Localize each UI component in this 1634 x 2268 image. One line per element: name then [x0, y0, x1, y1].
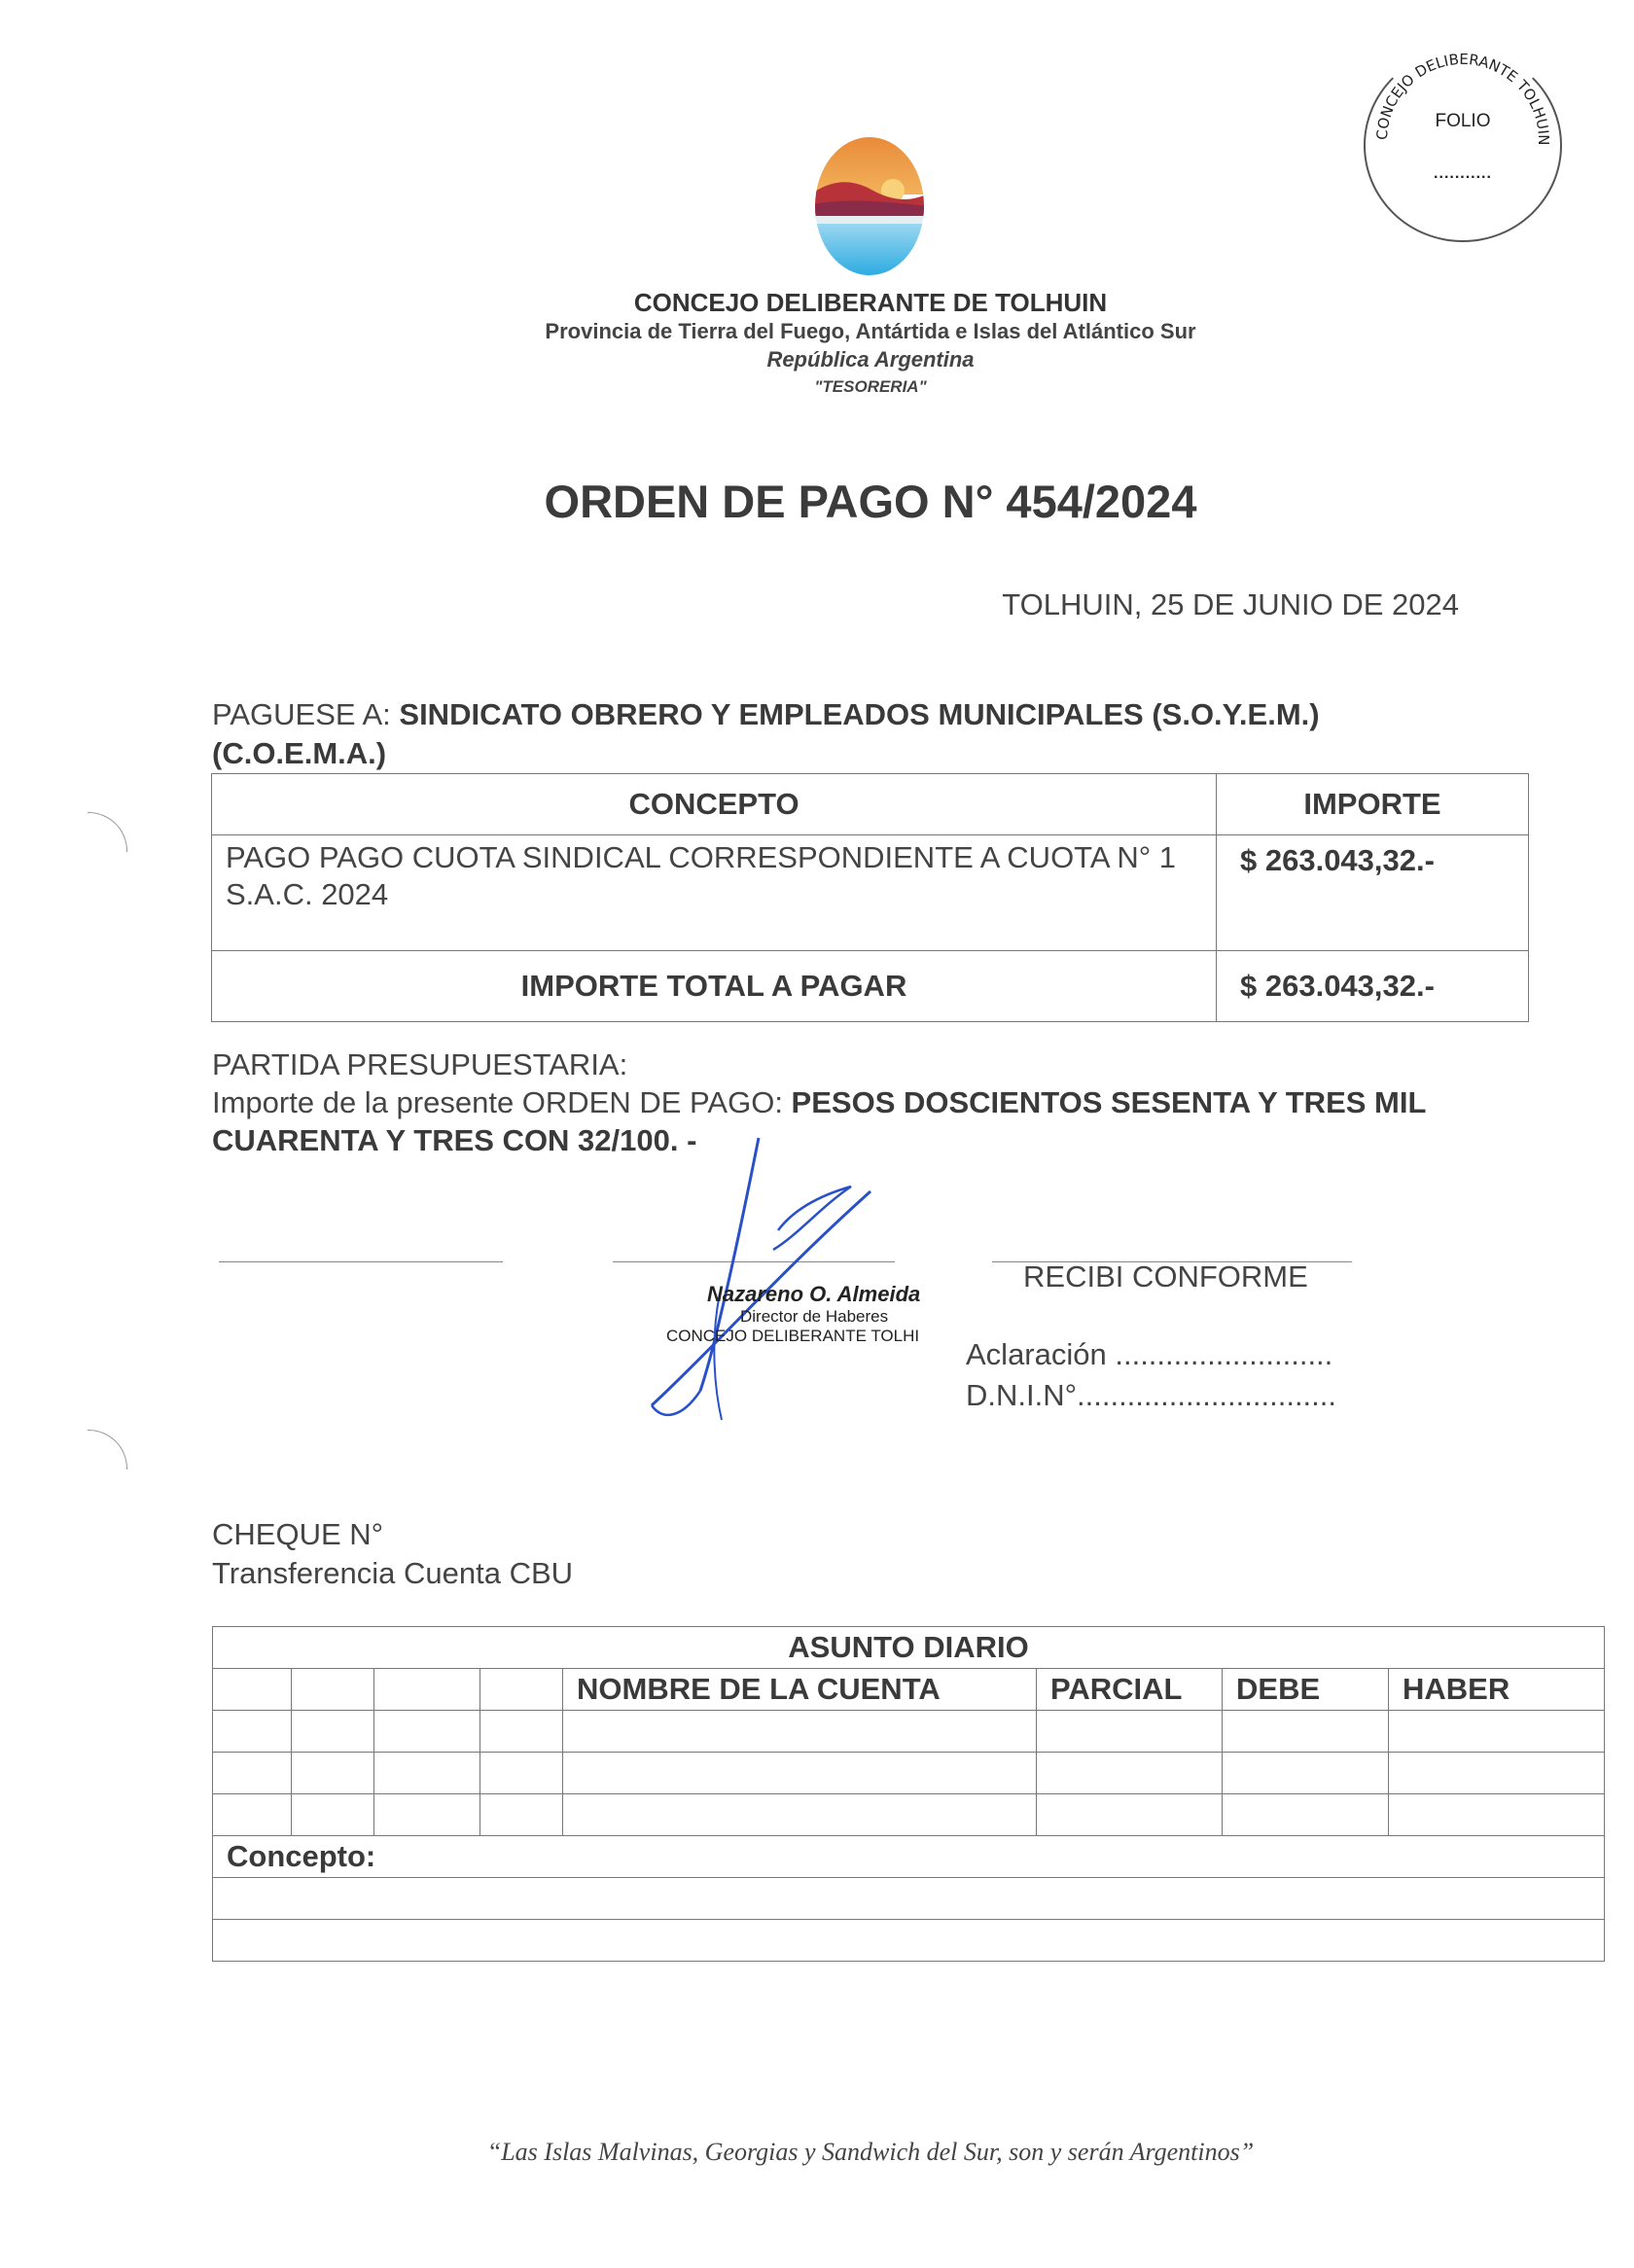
asunto-diario-table	[212, 1626, 1605, 1962]
table-row	[213, 1711, 1605, 1753]
signature-line-left	[219, 1261, 503, 1262]
aclaracion-field: Aclaración ..........................	[966, 1337, 1333, 1371]
signatory-stamp	[666, 1282, 939, 1346]
credit-header: HABER	[1389, 1669, 1605, 1711]
folio-number: ...........	[1434, 165, 1492, 182]
account-name-header: NOMBRE DE LA CUENTA	[563, 1669, 1037, 1711]
partial-header: PARCIAL	[1037, 1669, 1223, 1711]
council-logo	[813, 136, 926, 277]
amount-in-words: PESOS DOSCIENTOS SESENTA Y TRES MIL CUARENTA Y TRES CON 32/100. -	[212, 1085, 1426, 1157]
payee-name: SINDICATO OBRERO Y EMPLEADOS MUNICIPALES (S.O.Y.E.M.)(C.O.E.M.A.)	[212, 697, 1320, 770]
punch-mark-bottom	[88, 1430, 127, 1470]
document-title: ORDEN DE PAGO N° 454/2024	[544, 476, 1197, 527]
payee-label: PAGUESE A:	[212, 697, 400, 731]
province-name: Provincia de Tierra del Fuego, Antártida e Islas del Atlántico Sur	[545, 319, 1196, 343]
concept-amount: $ 263.043,32.-	[1217, 835, 1529, 951]
table-cell	[292, 1669, 374, 1711]
transfer-label: Transferencia Cuenta CBU	[212, 1556, 574, 1590]
folio-label: FOLIO	[1435, 111, 1491, 131]
debit-header: DEBE	[1223, 1669, 1389, 1711]
table-row	[213, 1920, 1605, 1962]
total-amount: $ 263.043,32.-	[1217, 951, 1529, 1022]
amount-words-label: Importe de la presente ORDEN DE PAGO:	[212, 1085, 792, 1119]
receipt-label: RECIBI CONFORME	[1023, 1259, 1308, 1293]
department-name: "TESORERIA"	[814, 377, 927, 396]
table-row	[213, 1794, 1605, 1836]
receipt-fields	[966, 1334, 1336, 1416]
total-label: IMPORTE TOTAL A PAGAR	[212, 951, 1217, 1022]
document-date: TOLHUIN, 25 DE JUNIO DE 2024	[1002, 587, 1459, 621]
country-name: República Argentina	[766, 347, 975, 372]
table-row	[213, 1878, 1605, 1920]
signatory-role: Director de Haberes	[740, 1307, 889, 1326]
punch-mark-top	[88, 812, 127, 852]
table-cell	[374, 1669, 480, 1711]
org-name: CONCEJO DELIBERANTE DE TOLHUIN	[633, 288, 1108, 317]
svg-text:CONCEJO DELIBERANTE TOLHUIN: CONCEJO DELIBERANTE TOLHUIN	[1372, 51, 1553, 146]
concept-description: PAGO PAGO CUOTA SINDICAL CORRESPONDIENTE A CUOTA N° 1 S.A.C. 2024	[212, 835, 1217, 951]
concept-label: Concepto:	[213, 1836, 1605, 1878]
table-cell	[480, 1669, 563, 1711]
table-cell	[213, 1669, 292, 1711]
table-row	[213, 1753, 1605, 1794]
signatory-org: CONCEJO DELIBERANTE TOLHI	[666, 1327, 920, 1345]
budget-label: PARTIDA PRESUPUESTARIA:	[212, 1047, 628, 1081]
cheque-label: CHEQUE N°	[212, 1517, 384, 1551]
signatory-name: Nazareno O. Almeida	[707, 1282, 921, 1306]
payee-block	[212, 695, 1331, 773]
folio-stamp	[1364, 49, 1562, 242]
amount-header: IMPORTE	[1217, 774, 1529, 835]
footer-quote: “Las Islas Malvinas, Georgias y Sandwich del Sur, son y serán Argentinos”	[486, 2138, 1255, 2166]
stamp-ring-text	[1366, 51, 1560, 240]
concept-header: CONCEPTO	[212, 774, 1217, 835]
concept-table	[211, 773, 1529, 1022]
payment-method	[212, 1515, 573, 1593]
dni-field: D.N.I.N°...............................	[966, 1378, 1337, 1412]
asunto-title: ASUNTO DIARIO	[213, 1627, 1605, 1669]
